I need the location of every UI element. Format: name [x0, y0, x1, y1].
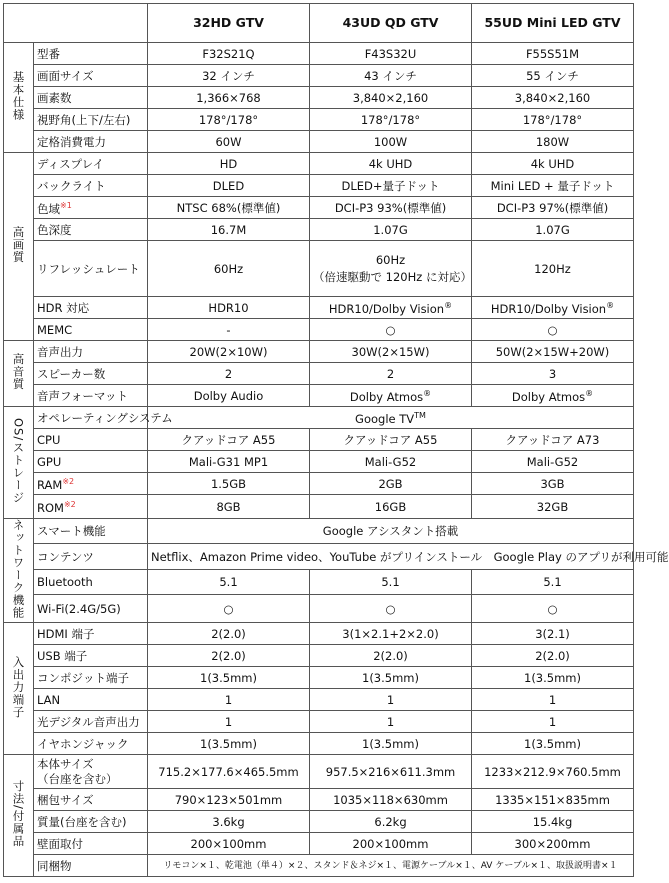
spec-row [4, 341, 634, 363]
spec-row [4, 451, 634, 473]
row-label: RAM$^{※2}$ [34, 473, 148, 495]
cell-value: HD [148, 153, 310, 175]
cell-value: 1233×212.9×760.5mm [472, 755, 634, 789]
cell-value: 1(3.5mm) [310, 667, 472, 689]
row-label: 視野角(上下/左右) [34, 109, 148, 131]
spec-row [4, 711, 634, 733]
cell-value: 60Hz [148, 241, 310, 297]
cell-value: Dolby Atmos® [310, 385, 472, 407]
group-label: 入出力端子 [4, 623, 34, 755]
row-label: リフレッシュレート [34, 241, 148, 297]
cell-value: 2 [148, 363, 310, 385]
cell-value: 178°/178° [472, 109, 634, 131]
row-label: 本体サイズ （台座を含む） [34, 755, 148, 789]
cell-value: 1(3.5mm) [148, 667, 310, 689]
cell-value: 8GB [148, 495, 310, 519]
cell-value: 200×100mm [310, 833, 472, 855]
cell-value: Dolby Atmos® [472, 385, 634, 407]
spec-row [4, 65, 634, 87]
spec-row [4, 109, 634, 131]
spec-row [4, 811, 634, 833]
cell-value: 1 [148, 711, 310, 733]
cell-value: 4k UHD [310, 153, 472, 175]
row-label: USB 端子 [34, 645, 148, 667]
spec-row [4, 595, 634, 623]
cell-value: Google アシスタント搭載 [148, 519, 634, 544]
row-label: コンポジット端子 [34, 667, 148, 689]
cell-value: 3,840×2,160 [310, 87, 472, 109]
cell-value: Mali-G31 MP1 [148, 451, 310, 473]
row-label: LAN [34, 689, 148, 711]
cell-value: Mali-G52 [472, 451, 634, 473]
cell-value: F32S21Q [148, 43, 310, 65]
cell-value: 3(1×2.1+2×2.0) [310, 623, 472, 645]
group-label: 高音質 [4, 341, 34, 407]
cell-value: ○ [310, 319, 472, 341]
row-label: ROM$^{※2}$ [34, 495, 148, 519]
row-label: 定格消費電力 [34, 131, 148, 153]
footnote-mark: ※2 [63, 500, 76, 510]
cell-value: Dolby Audio [148, 385, 310, 407]
cell-value: 50W(2×15W+20W) [472, 341, 634, 363]
row-label: HDR 対応 [34, 297, 148, 319]
cell-value: 300×200mm [472, 833, 634, 855]
spec-row [4, 241, 634, 297]
row-label: 型番 [34, 43, 148, 65]
footnote-mark: ※2 [62, 477, 75, 487]
cell-value: 1 [472, 711, 634, 733]
spec-row [4, 131, 634, 153]
spec-row [4, 755, 634, 789]
spec-row [4, 297, 634, 319]
row-label: GPU [34, 451, 148, 473]
cell-value: 16.7M [148, 219, 310, 241]
spec-row [4, 319, 634, 341]
cell-value: 30W(2×15W) [310, 341, 472, 363]
spec-row [4, 789, 634, 811]
cell-value: 1335×151×835mm [472, 789, 634, 811]
model-header: 32HD GTV [148, 4, 310, 43]
cell-value: 2(2.0) [310, 645, 472, 667]
cell-value: ○ [310, 595, 472, 623]
cell-value: 1 [310, 689, 472, 711]
row-label: HDMI 端子 [34, 623, 148, 645]
spec-row [4, 385, 634, 407]
spec-row [4, 43, 634, 65]
cell-value: Mini LED + 量子ドット [472, 175, 634, 197]
row-label: 質量(台座を含む) [34, 811, 148, 833]
cell-value: 5.1 [310, 569, 472, 594]
cell-value: Mali-G52 [310, 451, 472, 473]
group-label: ネットワーク機能 [4, 519, 34, 623]
spec-row [4, 833, 634, 855]
row-label: 梱包サイズ [34, 789, 148, 811]
cell-value: 4k UHD [472, 153, 634, 175]
cell-value: ○ [472, 595, 634, 623]
spec-row [4, 623, 634, 645]
row-label [34, 197, 148, 219]
spec-row [4, 544, 634, 569]
cell-value: DLED [148, 175, 310, 197]
model-header: 43UD QD GTV [310, 4, 472, 43]
cell-value: 3(2.1) [472, 623, 634, 645]
cell-value: NTSC 68%(標準値) [148, 197, 310, 219]
cell-value: 1 [148, 689, 310, 711]
row-label-text: 色域 [37, 201, 60, 216]
cell-value: Google TV™ [148, 407, 634, 429]
cell-value: F43S32U [310, 43, 472, 65]
cell-value: 2(2.0) [148, 623, 310, 645]
cell-value: 5.1 [472, 569, 634, 594]
row-label: ディスプレイ [34, 153, 148, 175]
spec-row [4, 473, 634, 495]
cell-value: 15.4kg [472, 811, 634, 833]
row-label: Bluetooth [34, 569, 148, 594]
row-label: 画素数 [34, 87, 148, 109]
cell-value: 2 [310, 363, 472, 385]
spec-row [4, 733, 634, 755]
spec-row [4, 569, 634, 594]
spec-row [4, 855, 634, 877]
cell-value: 178°/178° [310, 109, 472, 131]
row-label: 光デジタル音声出力 [34, 711, 148, 733]
spec-row [4, 645, 634, 667]
cell-value: 3,840×2,160 [472, 87, 634, 109]
cell-value: 715.2×177.6×465.5mm [148, 755, 310, 789]
cell-value: 178°/178° [148, 109, 310, 131]
cell-value: 60Hz （倍速駆動で 120Hz に対応） [310, 241, 472, 297]
cell-value: クアッドコア A55 [148, 429, 310, 451]
cell-value: 55 インチ [472, 65, 634, 87]
cell-value: 6.2kg [310, 811, 472, 833]
cell-value: 3.6kg [148, 811, 310, 833]
cell-value: 5.1 [148, 569, 310, 594]
footnote-mark: ※1 [60, 201, 72, 211]
cell-value: 957.5×216×611.3mm [310, 755, 472, 789]
cell-value: 200×100mm [148, 833, 310, 855]
cell-value: 1(3.5mm) [148, 733, 310, 755]
cell-value: Netflix、Amazon Prime video、YouTube がプリインストール Google Play のアプリが利用可能 [148, 544, 634, 569]
spec-row [4, 689, 634, 711]
cell-value: 1.5GB [148, 473, 310, 495]
cell-value: リモコン×１、乾電池（単４）×２、スタンド＆ネジ×１、電源ケーブル×１、AV ケーブル×１、取扱説明書×１ [148, 855, 634, 877]
spec-row [4, 407, 634, 429]
row-label: 壁面取付 [34, 833, 148, 855]
cell-value: 3GB [472, 473, 634, 495]
row-label: イヤホンジャック [34, 733, 148, 755]
row-label: 色深度 [34, 219, 148, 241]
cell-value: DCI-P3 97%(標準値) [472, 197, 634, 219]
spec-row [4, 153, 634, 175]
cell-value: F55S51M [472, 43, 634, 65]
row-label: 音声出力 [34, 341, 148, 363]
spec-row [4, 219, 634, 241]
cell-value: 1(3.5mm) [310, 733, 472, 755]
cell-value: 1 [472, 689, 634, 711]
cell-value: 120Hz [472, 241, 634, 297]
cell-value: ○ [148, 595, 310, 623]
cell-value: HDR10/Dolby Vision® [472, 297, 634, 319]
cell-value: - [148, 319, 310, 341]
cell-value: 2(2.0) [472, 645, 634, 667]
cell-value: 1.07G [310, 219, 472, 241]
group-label: 寸法/付属品 [4, 755, 34, 877]
cell-value: 1035×118×630mm [310, 789, 472, 811]
row-label: スマート機能 [34, 519, 148, 544]
row-label: 音声フォーマット [34, 385, 148, 407]
cell-value: 2GB [310, 473, 472, 495]
row-label: バックライト [34, 175, 148, 197]
cell-value: HDR10 [148, 297, 310, 319]
cell-value: 20W(2×10W) [148, 341, 310, 363]
row-label: オペレーティングシステム [34, 407, 148, 429]
cell-value: HDR10/Dolby Vision® [310, 297, 472, 319]
cell-value: DLED+量子ドット [310, 175, 472, 197]
header-blank-cell [4, 4, 148, 43]
cell-value: DCI-P3 93%(標準値) [310, 197, 472, 219]
cell-value: 180W [472, 131, 634, 153]
cell-value: 1.07G [472, 219, 634, 241]
cell-value: 32 インチ [148, 65, 310, 87]
cell-value: 60W [148, 131, 310, 153]
model-header: 55UD Mini LED GTV [472, 4, 634, 43]
cell-value: 1(3.5mm) [472, 667, 634, 689]
group-label: 基本仕様 [4, 43, 34, 153]
spec-row [4, 175, 634, 197]
row-label: スピーカー数 [34, 363, 148, 385]
cell-value: 100W [310, 131, 472, 153]
cell-value: 43 インチ [310, 65, 472, 87]
cell-value: 32GB [472, 495, 634, 519]
row-label: CPU [34, 429, 148, 451]
group-label: OS/ストレージ [4, 407, 34, 519]
row-label: 同梱物 [34, 855, 148, 877]
spec-row [4, 495, 634, 519]
row-label: コンテンツ [34, 544, 148, 569]
row-label: Wi-Fi(2.4G/5G) [34, 595, 148, 623]
cell-value: クアッドコア A55 [310, 429, 472, 451]
cell-value: 790×123×501mm [148, 789, 310, 811]
cell-value: 16GB [310, 495, 472, 519]
group-label: 高画質 [4, 153, 34, 341]
cell-value: 3 [472, 363, 634, 385]
spec-row [4, 87, 634, 109]
spec-row [4, 519, 634, 544]
cell-value: 1(3.5mm) [472, 733, 634, 755]
spec-row [4, 429, 634, 451]
header-row [4, 4, 634, 43]
cell-value: クアッドコア A73 [472, 429, 634, 451]
spec-row [4, 667, 634, 689]
spec-row [4, 363, 634, 385]
row-label: 画面サイズ [34, 65, 148, 87]
row-label: MEMC [34, 319, 148, 341]
spec-row [4, 197, 634, 219]
spec-table [3, 3, 669, 877]
cell-value: 1 [310, 711, 472, 733]
cell-value: ○ [472, 319, 634, 341]
cell-value: 1,366×768 [148, 87, 310, 109]
cell-value: 2(2.0) [148, 645, 310, 667]
